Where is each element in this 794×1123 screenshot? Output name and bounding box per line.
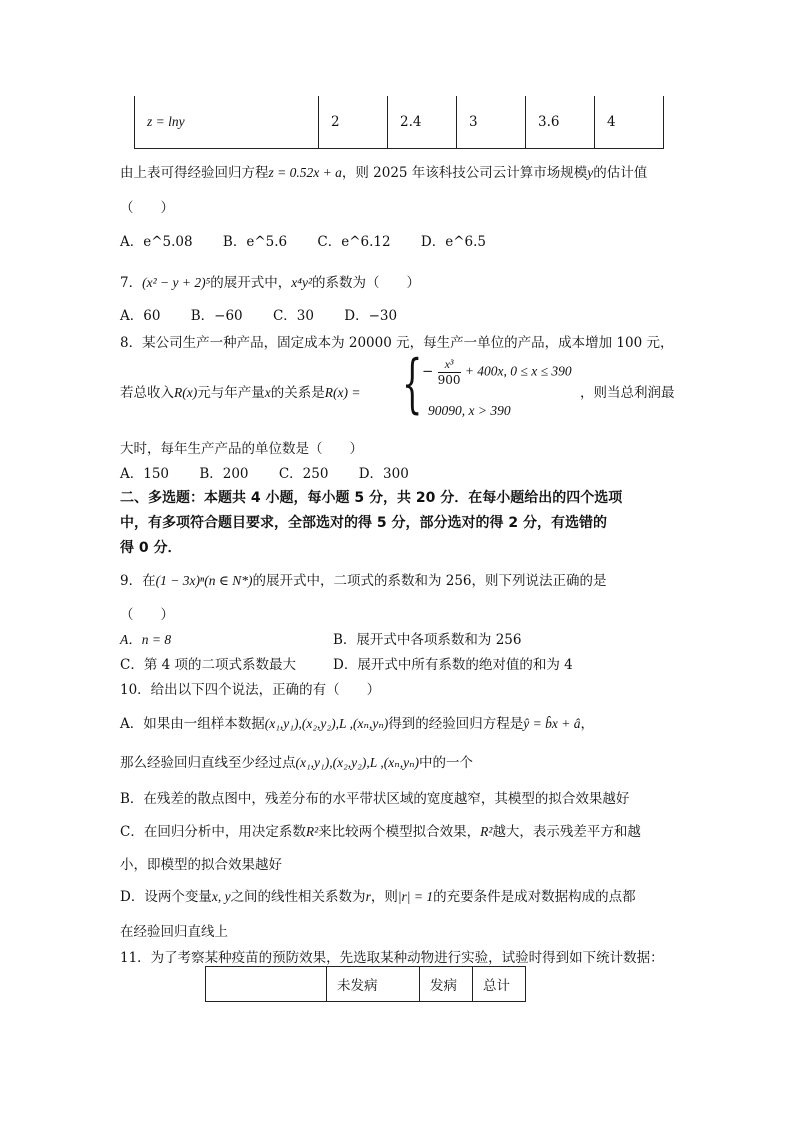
option-d[interactable]: D．e^6.5 <box>420 234 487 250</box>
q7-options <box>120 304 397 324</box>
fraction: $\frac{\text{x³}}{900}$ <box>437 357 461 387</box>
q8-line2-tail: ，则当总利润最 <box>580 385 675 401</box>
q10-option-d-line2: 在经验回归直线上 <box>120 924 228 940</box>
q10-option-b[interactable]: B．在残差的散点图中，残差分布的水平带状区域的宽度越窄，其模型的拟合效果越好 <box>120 791 630 807</box>
vaccine-table <box>205 966 526 1002</box>
option-d[interactable]: D．−30 <box>344 308 398 324</box>
piecewise-brace: { <box>402 347 423 421</box>
q9-option-c[interactable]: C．第 4 项的二项式系数最大 <box>120 657 297 673</box>
q8-line3: 大时，每年生产产品的单位数是（ ） <box>120 441 363 457</box>
q9-stem: 9．在(1 − 3x)ⁿ(n ∈ N*)的展开式中，二项式的系数和为 256，则下列说法正确的是 <box>120 573 607 589</box>
table-header-row <box>206 967 526 1002</box>
q8-line2: 若总收入R(x)元与年产量x的关系是R(x) = <box>120 385 361 401</box>
section-heading-line2: 中，有多项符合题目要求，全部选对的得 5 分，部分选对的得 2 分，有选错的 <box>120 515 607 531</box>
q10-option-a-line1[interactable]: A．如果由一组样本数据(x₁,y₁),(x₂,y₂),L ,(xₙ,yₙ)得到的经验回归方程是ŷ = b̂x + â， <box>120 716 594 732</box>
option-a[interactable]: A．150 <box>120 466 170 482</box>
q8-options <box>120 462 409 482</box>
q10-option-d-line1[interactable]: D．设两个变量x, y之间的线性相关系数为r，则|r| = 1的充要条件是成对数据构成的点都 <box>120 889 636 905</box>
option-a[interactable]: A．e^5.08 <box>120 234 193 250</box>
q9-paren: （ ） <box>120 607 174 623</box>
regression-equation: z = 0.52x + a <box>268 165 342 180</box>
option-b[interactable]: B．−60 <box>190 308 243 324</box>
table-header-cell: 发病 <box>420 967 473 1002</box>
section-heading-line1: 二、多选题：本题共 4 小题，每小题 5 分，共 20 分．在每小题给出的四个选项 <box>120 490 623 506</box>
q10-option-a-line2: 那么经验回归直线至少经过点(x₁,y₁),(x₂,y₂),L ,(xₙ,yₙ)中的一个 <box>120 755 474 771</box>
table-cell: 4 <box>595 96 664 149</box>
table-header-cell: 未发病 <box>327 967 420 1002</box>
q6-options <box>120 230 486 250</box>
q10-option-c-line2: 小，即模型的拟合效果越好 <box>120 857 282 873</box>
q9-option-b[interactable]: B．展开式中各项系数和为 256 <box>333 632 522 648</box>
q10-stem: 10．给出以下四个说法，正确的有（ ） <box>120 682 381 698</box>
table-header-cell: 总计 <box>473 967 526 1002</box>
table-cell: 2 <box>319 96 388 149</box>
option-b[interactable]: B．200 <box>199 466 249 482</box>
option-a[interactable]: A．60 <box>120 308 161 324</box>
option-c[interactable]: C．30 <box>272 308 314 324</box>
table-cell: 2.4 <box>388 96 457 149</box>
q7-stem: 7．(x² − y + 2)⁵的展开式中，x⁴y²的系数为（ ） <box>120 275 421 291</box>
option-c[interactable]: C．e^6.12 <box>317 234 391 250</box>
piecewise-case-1: − $\frac{\text{x³}}{900}$ + 400x, 0 ≤ x ≤ 390 <box>422 357 572 387</box>
option-d[interactable]: D．300 <box>358 466 409 482</box>
table-cell: 3 <box>457 96 526 149</box>
table-cell: 3.6 <box>526 96 595 149</box>
option-c[interactable]: C．250 <box>278 466 329 482</box>
q6-paren: （ ） <box>120 200 174 216</box>
q9-option-d[interactable]: D．展开式中所有系数的绝对值的和为 4 <box>333 657 573 673</box>
regression-table <box>134 96 664 149</box>
table-header-cell <box>206 967 327 1002</box>
q11-stem: 11．为了考察某种疫苗的预防效果，先选取某种动物进行实验，试验时得到如下统计数据： <box>120 950 664 966</box>
q8-line1: 8．某公司生产一种产品，固定成本为 20000 元，每生产一单位的产品，成本增加 100 元， <box>120 335 674 351</box>
piecewise-case-2: 90090, x > 390 <box>428 403 511 418</box>
table-row-label: z = lny <box>135 96 319 149</box>
q6-stem: 由上表可得经验回归方程z = 0.52x + a，则 2025 年该科技公司云计算市场规模y的估计值 <box>120 165 648 181</box>
q9-option-a[interactable]: A．n = 8 <box>120 632 172 647</box>
section-heading-line3: 得 0 分． <box>120 540 182 556</box>
q10-option-c-line1[interactable]: C．在回归分析中，用决定系数R²来比较两个模型拟合效果，R²越大，表示残差平方和越 <box>120 824 641 840</box>
option-b[interactable]: B．e^5.6 <box>222 234 288 250</box>
